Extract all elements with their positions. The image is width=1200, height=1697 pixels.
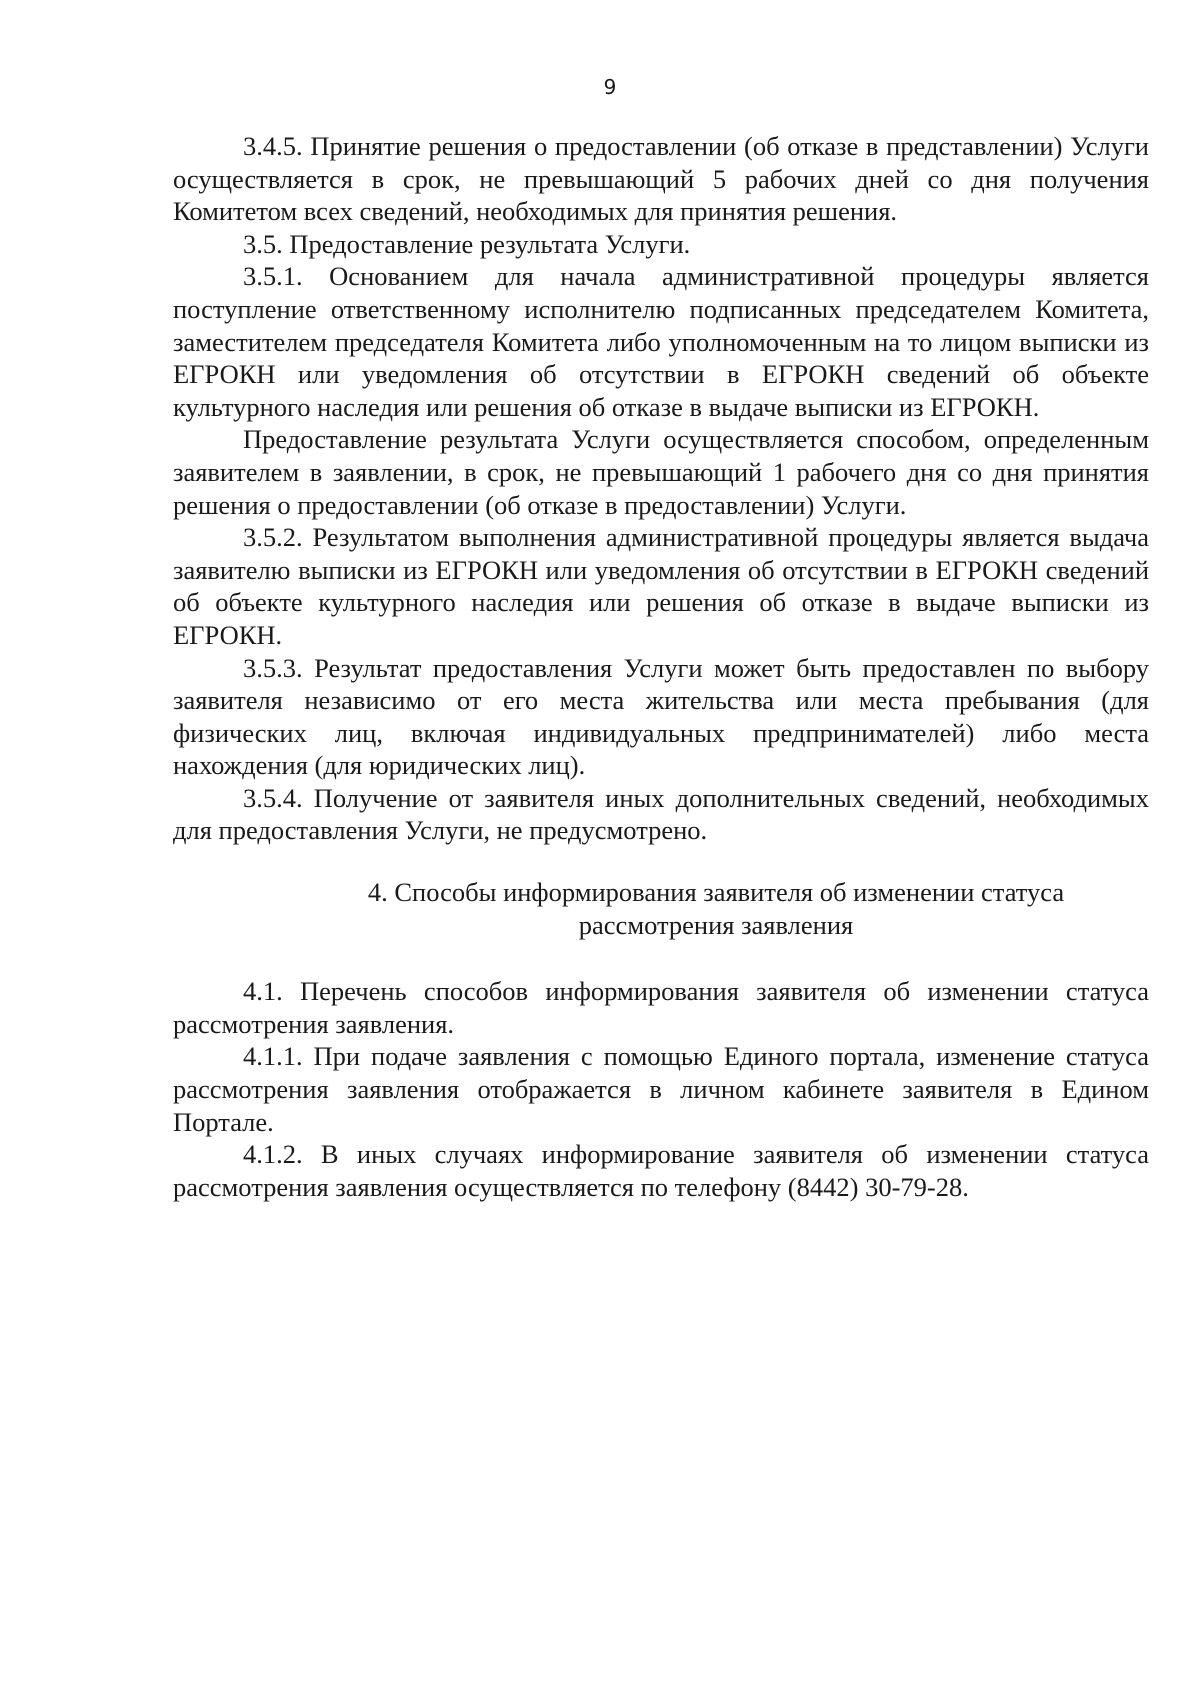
paragraph-3-5-1-continued: Предоставление результата Услуги осуществляется способом, определенным заявителем в заявлении, в срок, не превышающий 1 рабочего дня со дня принятия решения о предоставлении (об отказе в предоставлении) Услуги. bbox=[173, 424, 1149, 520]
paragraph-3-5-1: 3.5.1. Основанием для начала административной процедуры является поступление ответственному исполнителю подписанных председателем Комитета, заместителем председателя Комитета либо уполномоченным на то лицом выписки из ЕГРОКН или уведомления об отсутствии в ЕГРОКН сведений об объекте культурного наследия или решения об отказе в выдаче выписки из ЕГРОКН. bbox=[173, 261, 1149, 422]
paragraph-3-5-4: 3.5.4. Получение от заявителя иных дополнительных сведений, необходимых для предоставления Услуги, не предусмотрено. bbox=[173, 782, 1149, 846]
paragraph-3-5-2: 3.5.2. Результатом выполнения административной процедуры является выдача заявителю выписки из ЕГРОКН или уведомления об отсутствии в ЕГРОКН сведений об объекте культурного наследия или решения об отказе в выдаче выписки из ЕГРОКН. bbox=[173, 522, 1149, 650]
document-body bbox=[173, 130, 1149, 1203]
paragraph-3-4-5: 3.4.5. Принятие решения о предоставлении (об отказе в представлении) Услуги осуществляется в срок, не превышающий 5 рабочих дней со дня получения Комитетом всех сведений, необходимых для принятия решения. bbox=[173, 131, 1149, 227]
paragraph-4-1-2: 4.1.2. В иных случаях информирование заявителя об изменении статуса рассмотрения заявления осуществляется по телефону (8442) 30-79-28. bbox=[173, 1139, 1149, 1202]
page-number: 9 bbox=[603, 75, 617, 99]
section-4-heading: 4. Способы информирования заявителя об изменении статуса рассмотрения заявления bbox=[367, 877, 1065, 940]
paragraph-4-1: 4.1. Перечень способов информирования заявителя об изменении статуса рассмотрения заявления. bbox=[173, 976, 1149, 1039]
paragraph-3-5: 3.5. Предоставление результата Услуги. bbox=[243, 228, 691, 259]
paragraph-4-1-1: 4.1.1. При подаче заявления с помощью Единого портала, изменение статуса рассмотрения заявления отображается в личном кабинете заявителя в Едином Портале. bbox=[173, 1041, 1149, 1137]
paragraph-3-5-3: 3.5.3. Результат предоставления Услуги может быть предоставлен по выбору заявителя независимо от его места жительства или места пребывания (для физических лиц, включая индивидуальных предпринимателей) либо места нахождения (для юридических лиц). bbox=[173, 652, 1149, 781]
